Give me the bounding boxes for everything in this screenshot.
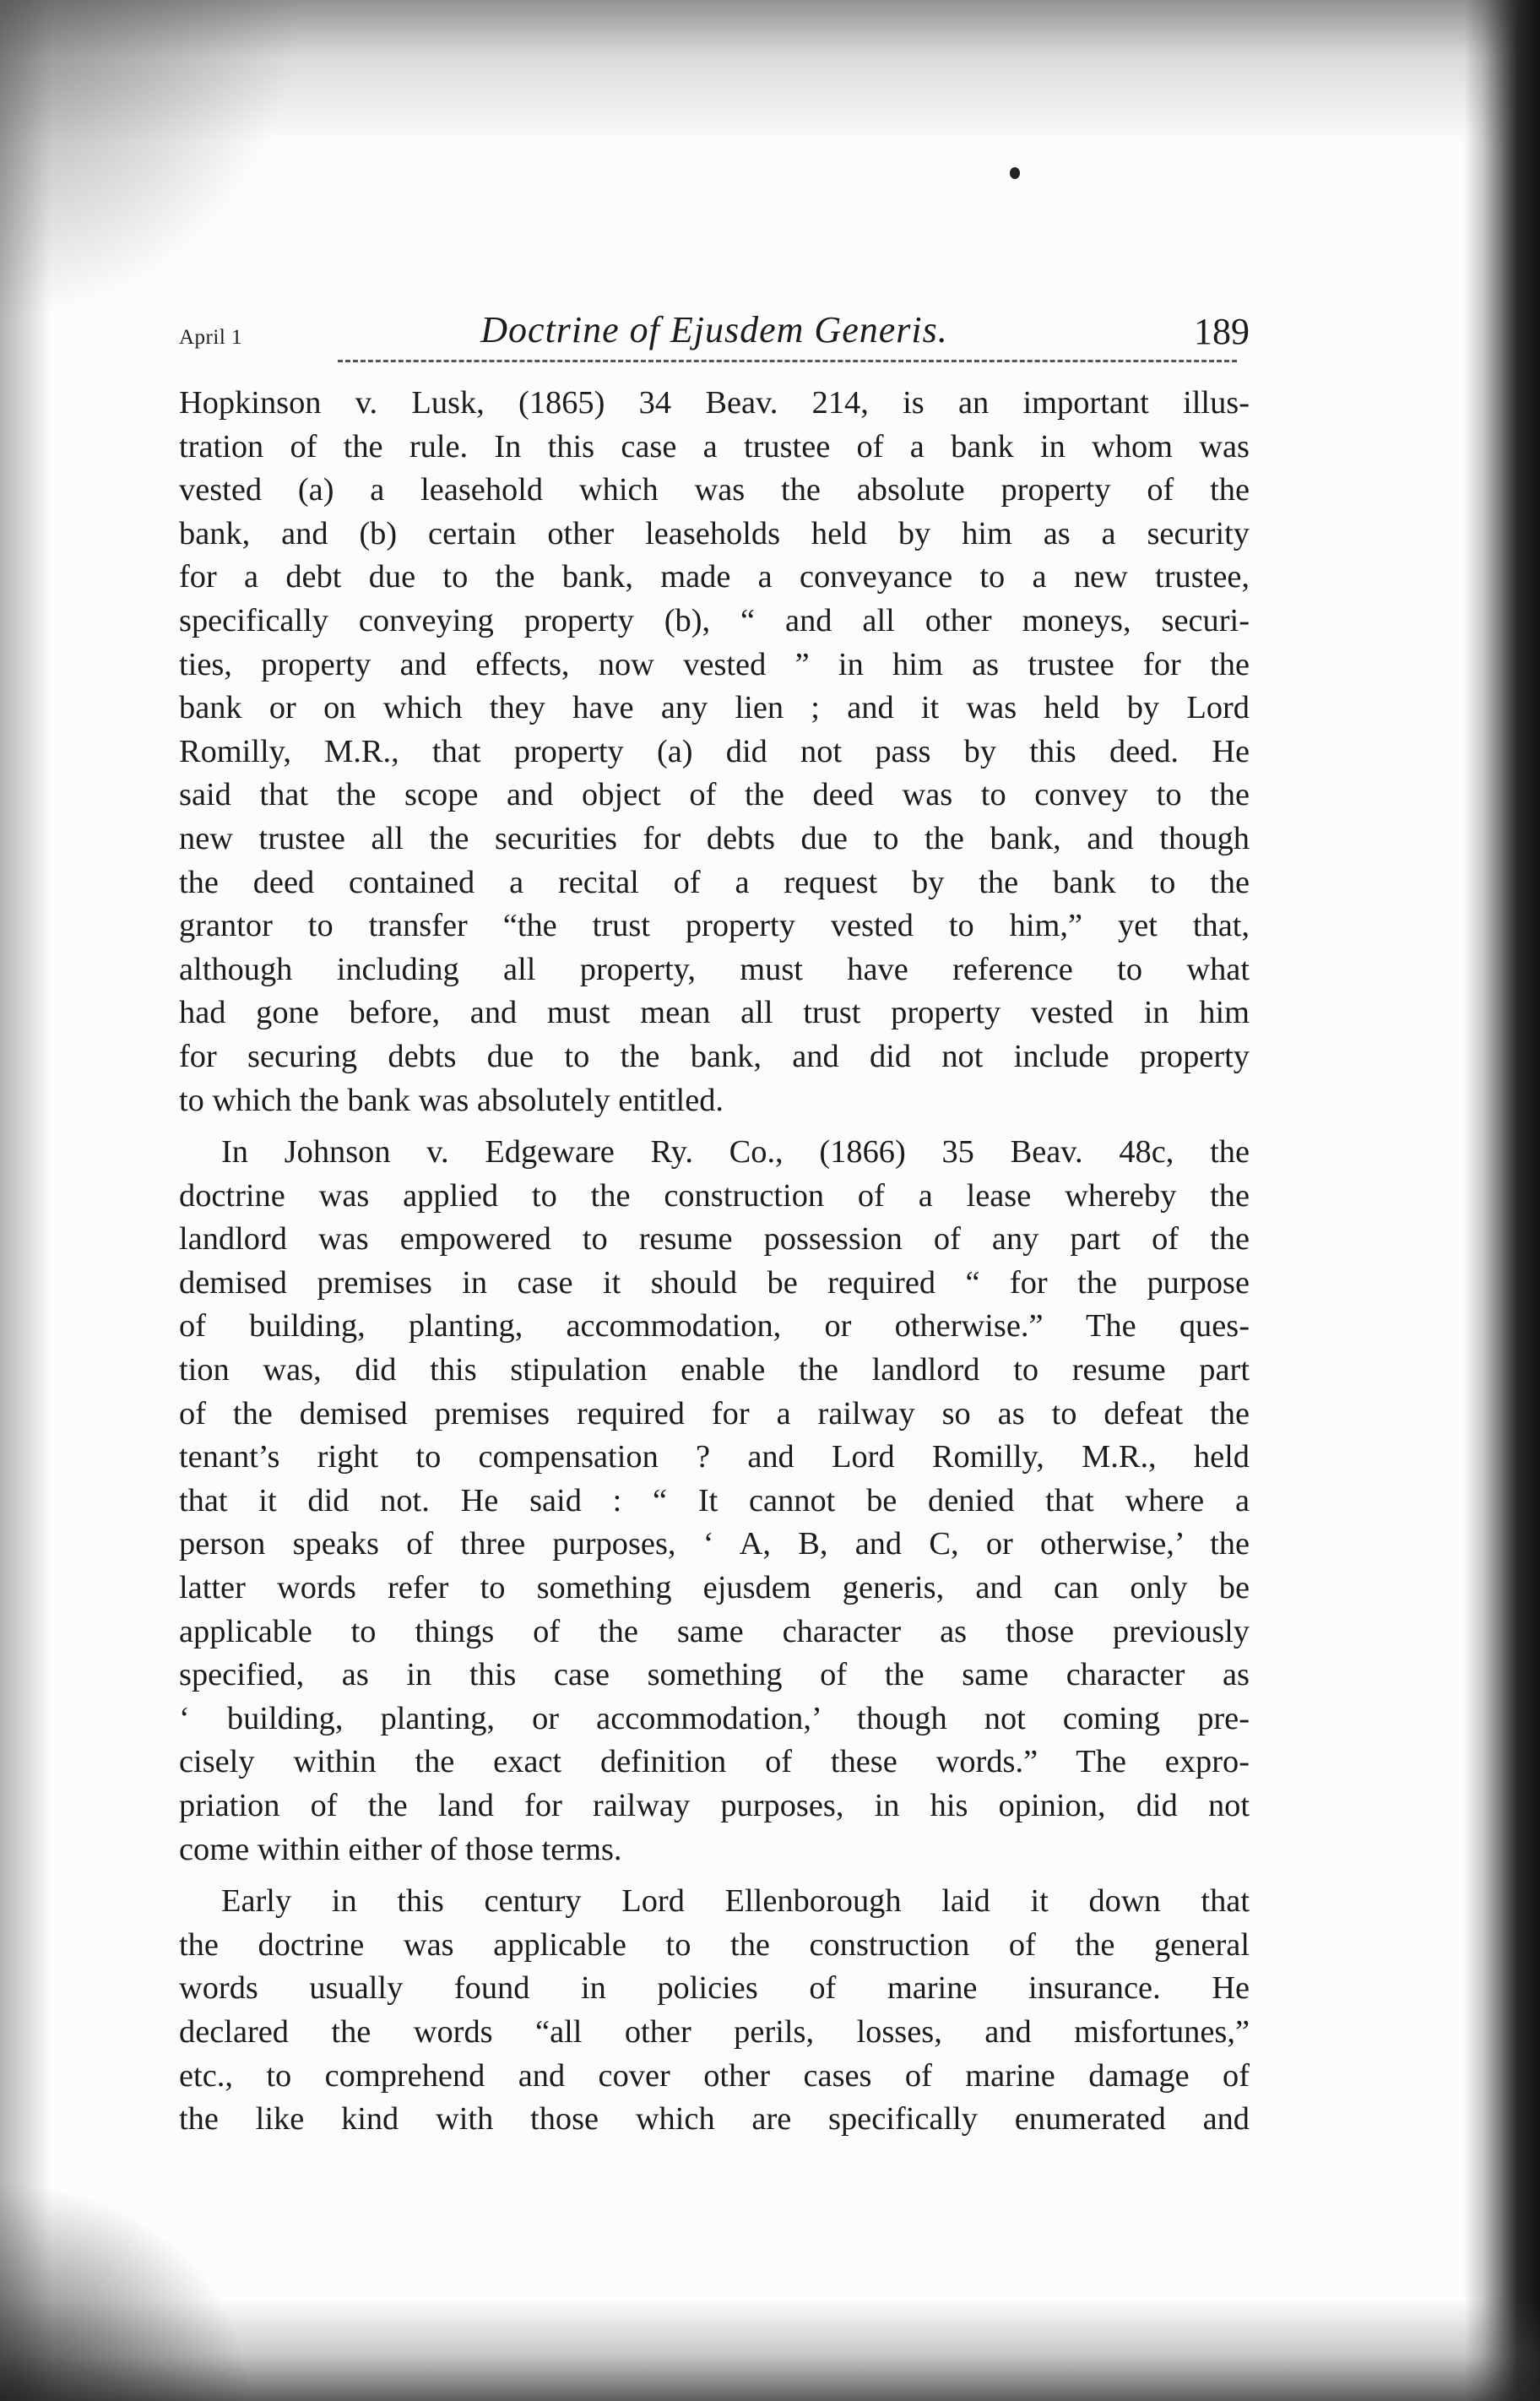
text-line: demised premises in case it should be required “ for the purpose — [179, 1264, 1250, 1301]
body-text — [179, 382, 1250, 2142]
text-line: for a debt due to the bank, made a conveyance to a new trustee, — [179, 559, 1250, 595]
text-line: applicable to things of the same character as those previously — [179, 1613, 1250, 1649]
paragraph-gap — [179, 1122, 1250, 1131]
text-line: tenant’s right to compensation ? and Lord Romilly, M.R., held — [179, 1439, 1250, 1475]
text-line: tration of the rule. In this case a trustee of a bank in whom was — [179, 428, 1250, 464]
text-line: said that the scope and object of the deed was to convey to the — [179, 777, 1250, 813]
text-line: ‘ building, planting, or accommodation,’ though not coming pre- — [179, 1700, 1250, 1736]
text-line: of building, planting, accommodation, or otherwise.” The ques- — [179, 1308, 1250, 1344]
text-line: bank, and (b) certain other leaseholds held by him as a security — [179, 515, 1250, 551]
text-line: that it did not. He said : “ It cannot be denied that where a — [179, 1482, 1250, 1518]
page-header — [179, 304, 1250, 355]
text-line: etc., to comprehend and cover other cases of marine damage of — [179, 2057, 1250, 2094]
running-head: April 1 — [179, 326, 243, 349]
text-line: latter words refer to something ejusdem generis, and can only be — [179, 1570, 1250, 1606]
text-line: cisely within the exact definition of these words.” The expro- — [179, 1744, 1250, 1780]
scan-shadow-left — [0, 0, 51, 2401]
text-line: tion was, did this stipulation enable the landlord to resume part — [179, 1352, 1250, 1388]
text-line: ties, property and effects, now vested ” in him as trustee for the — [179, 646, 1250, 682]
text-line: words usually found in policies of marine insurance. He — [179, 1970, 1250, 2007]
text-line: landlord was empowered to resume possession of any part of the — [179, 1221, 1250, 1258]
text-line: of the demised premises required for a railway so as to defeat the — [179, 1395, 1250, 1431]
text-line: new trustee all the securities for debts due to the bank, and though — [179, 820, 1250, 856]
paragraph — [179, 382, 1250, 1122]
header-rule — [338, 360, 1237, 362]
text-line: the deed contained a recital of a request by the bank to the — [179, 864, 1250, 900]
text-line: declared the words “all other perils, losses, and misfortunes,” — [179, 2013, 1250, 2050]
text-line: to which the bank was absolutely entitled. — [179, 1082, 724, 1118]
text-line: the like kind with those which are specifically enumerated and — [179, 2101, 1250, 2138]
text-line: had gone before, and must mean all trust property vested in him — [179, 995, 1250, 1031]
text-line: Early in this century Lord Ellenborough laid it down that — [221, 1883, 1250, 1920]
paragraph-gap — [179, 1871, 1250, 1880]
text-line: person speaks of three purposes, ‘ A, B, and C, or otherwise,’ the — [179, 1526, 1250, 1562]
text-line: bank or on which they have any lien ; and it was held by Lord — [179, 690, 1250, 726]
text-line: grantor to transfer “the trust property vested to him,” yet that, — [179, 908, 1250, 944]
text-line: for securing debts due to the bank, and did not include property — [179, 1038, 1250, 1074]
ink-speck — [1010, 167, 1020, 179]
page-title: Doctrine of Ejusdem Generis. — [480, 309, 948, 350]
text-line: come within either of those terms. — [179, 1831, 622, 1867]
text-line: specified, as in this case something of the same character as — [179, 1657, 1250, 1693]
text-line: doctrine was applied to the construction of a lease whereby the — [179, 1177, 1250, 1214]
text-line: although including all property, must have reference to what — [179, 951, 1250, 987]
text-line: Romilly, M.R., that property (a) did not pass by this deed. He — [179, 733, 1250, 769]
scan-shadow-right — [1464, 0, 1540, 2401]
page-number: 189 — [1194, 311, 1250, 352]
text-line: specifically conveying property (b), “ and all other moneys, securi- — [179, 602, 1250, 638]
paragraph — [179, 1131, 1250, 1871]
scan-shadow-corner — [0, 2181, 253, 2401]
scan-shadow-corner — [0, 0, 304, 321]
paragraph — [179, 1880, 1250, 2142]
text-line: the doctrine was applicable to the construction of the general — [179, 1926, 1250, 1963]
text-line: Hopkinson v. Lusk, (1865) 34 Beav. 214, is an important illus- — [179, 385, 1250, 421]
text-line: In Johnson v. Edgeware Ry. Co., (1866) 35 Beav. 48c, the — [221, 1134, 1250, 1171]
text-line: priation of the land for railway purposes, in his opinion, did not — [179, 1788, 1250, 1823]
text-line: vested (a) a leasehold which was the absolute property of the — [179, 472, 1250, 508]
